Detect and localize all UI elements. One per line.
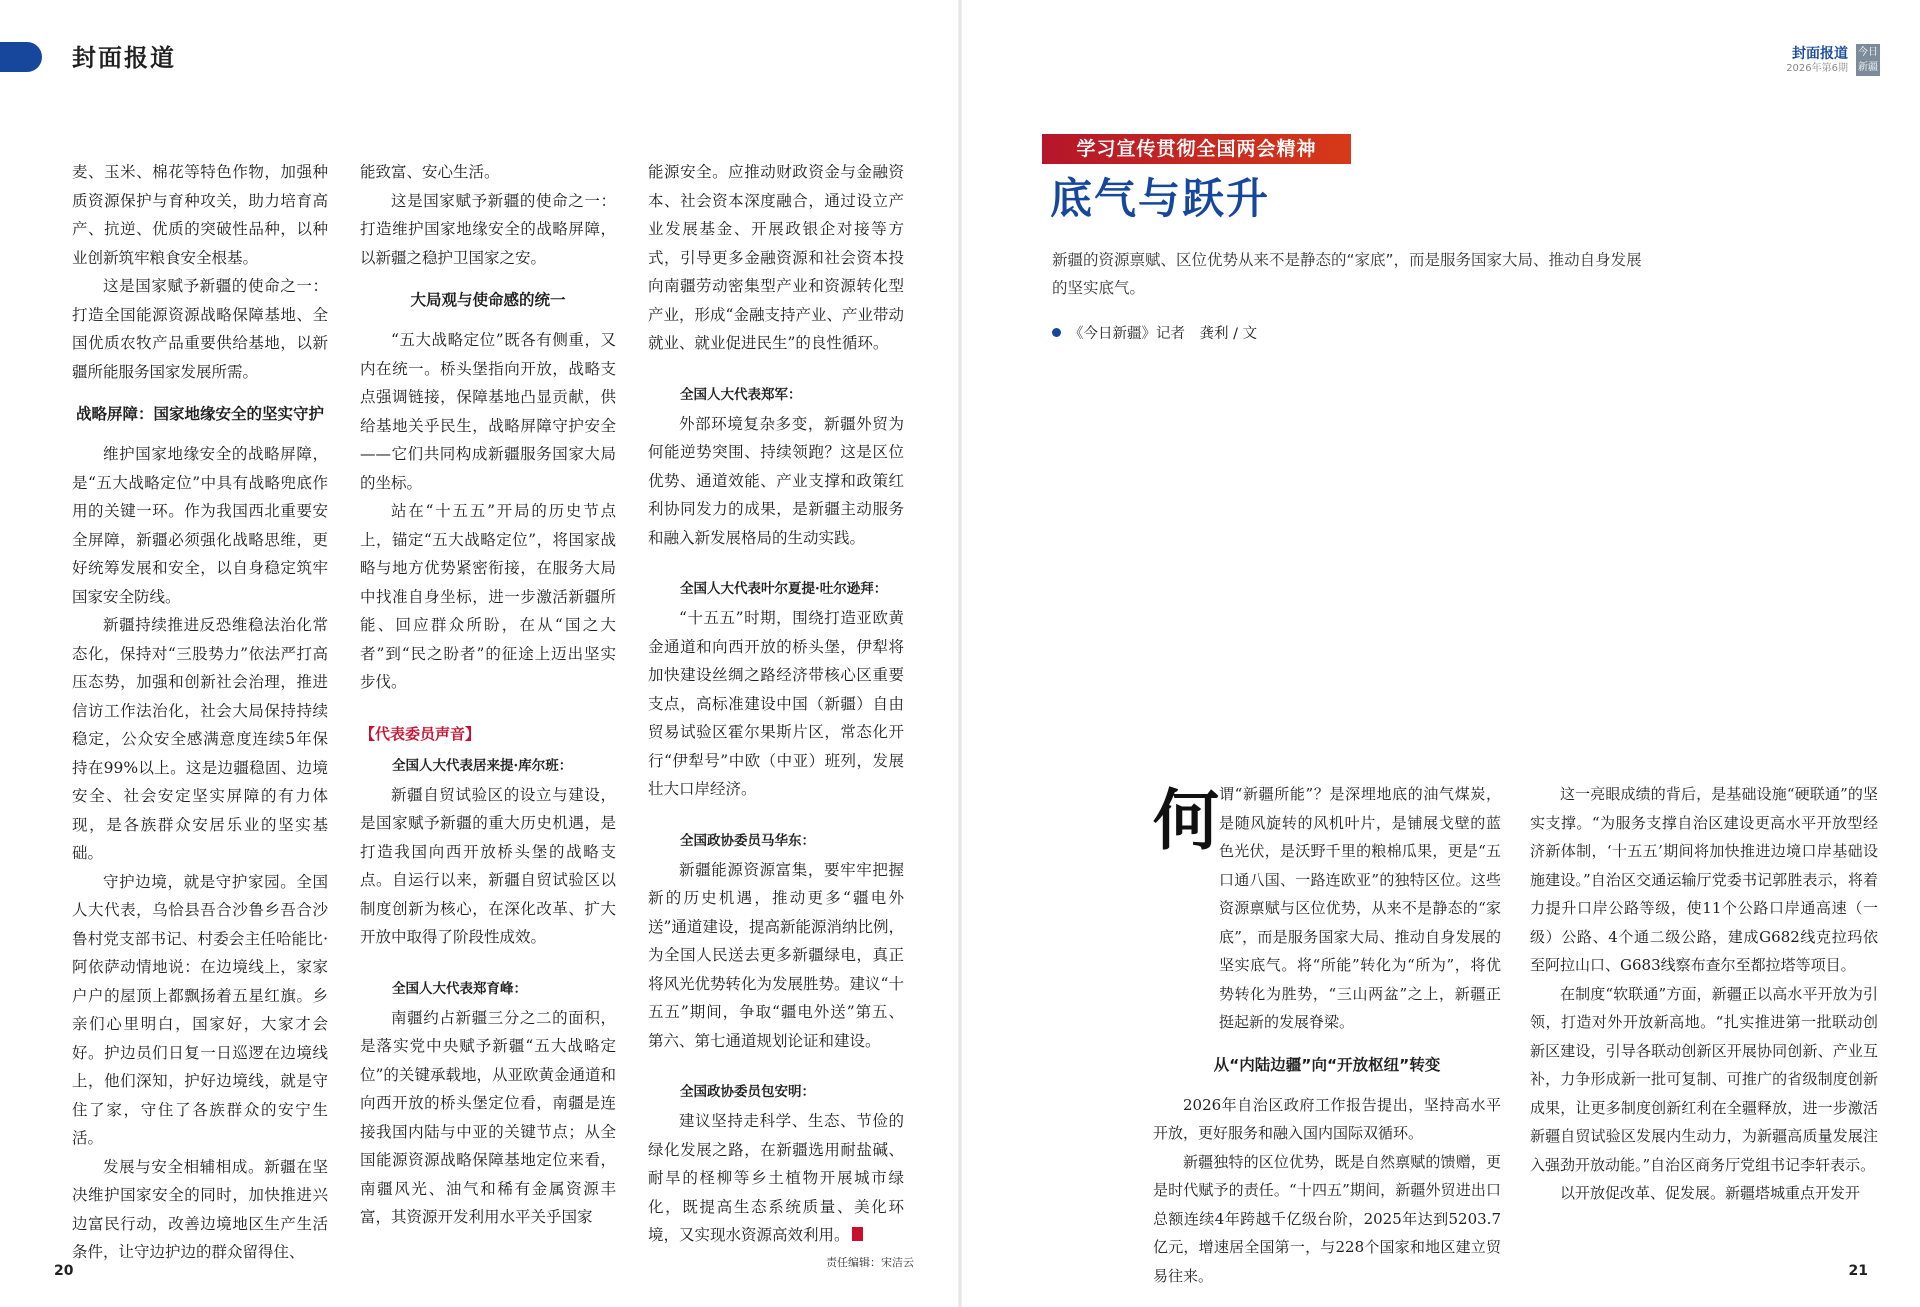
- paragraph: 这是国家赋予新疆的使命之一：打造维护国家地缘安全的战略屏障，以新疆之稳护卫国家之安。: [360, 191, 616, 267]
- magazine-logo: 今日新疆: [1856, 44, 1880, 76]
- paragraph: 新疆独特的区位优势，既是自然禀赋的馈赠，更是时代赋予的责任。“十四五”期间，新疆外贸进出口总额连续4年跨越千亿级台阶，2025年达到5203.7亿元，增速居全国第一，与228个国家和地区建立贸易往来。: [1153, 1152, 1501, 1285]
- article-title: 底气与跃升: [1050, 174, 1271, 223]
- speaker-quote: 南疆约占新疆三分之二的面积，是落实党中央赋予新疆“五大战略定位”的关键承载地，从亚欧黄金通道和向西开放的桥头堡定位看，南疆是连接我国内陆与中亚的关键节点；从全国能源资源战略保障基地定位来看，南疆风光、油气和稀有金属资源丰富，其资源开发利用水平关乎国家: [360, 1008, 616, 1226]
- paragraph: 站在“十五五”开局的历史节点上，锚定“五大战略定位”，将国家战略与地方优势紧密衔接，在服务大局中找准自身坐标，进一步激活新疆所能、回应群众所盼，在从“国之大者”到“民之盼者”的征途上迈出坚实步伐。: [360, 502, 616, 691]
- paragraph: 麦、玉米、棉花等特色作物，加强种质资源保护与育种攻关，助力培育高产、抗逆、优质的突破性品种，以种业创新筑牢粮食安全根基。: [72, 163, 328, 267]
- paragraph: 发展与安全相辅相成。新疆在坚决维护国家安全的同时，加快推进兴边富民行动，改善边境地区生产生活条件，让守边护边的群众留得住、: [72, 1157, 328, 1261]
- speaker-name: 全国人大代表郑军：: [680, 386, 802, 403]
- speaker-quote-text: 建议坚持走科学、生态、节俭的绿化发展之路，在新疆选用耐盐碱、耐旱的柽柳等乡土植物开展城市绿化，既提高生态系统质量、美化环境，又实现水资源高效利用。: [648, 1112, 904, 1244]
- column-banner: 学习宣传贯彻全国两会精神: [1042, 134, 1351, 164]
- paragraph: 能源安全。应推动财政资金与金融资本、社会资本深度融合，通过设立产业发展基金、开展政银企对接等方式，引导更多金融资源和社会资本投向南疆劳动密集型产业和资源转化型产业，形成“金融支持产业、产业带动就业、就业促进民生”的良性循环。: [648, 163, 904, 352]
- article-lead: 新疆的资源禀赋、区位优势从来不是静态的“家底”，而是服务国家大局、推动自身发展的坚实底气。: [1052, 251, 1642, 297]
- speaker-quote: 新疆自贸试验区的设立与建设，是国家赋予新疆的重大历史机遇，是打造我国向西开放桥头堡的战略支点。自运行以来，新疆自贸试验区以制度创新为核心，在深化改革、扩大开放中取得了阶段性成效。: [360, 785, 616, 946]
- paragraph: 在制度“软联通”方面，新疆正以高水平开放为引领，打造对外开放新高地。“扎实推进第一批联动创新区建设，引导各联动创新区开展协同创新、产业互补，力争形成新一批可复制、可推广的省级制度创新成果，让更多制度创新红利在全疆释放，进一步激活新疆自贸试验区发展内生动力，为新疆高质量发展注入强劲开放动能。”自治区商务厅党组书记李轩表示。: [1530, 984, 1878, 1174]
- speaker-quote: 新疆能源资源富集，要牢牢把握新的历史机遇，推动更多“疆电外送”通道建设，提高新能源消纳比例，为全国人民送去更多新疆绿电，真正将风光优势转化为发展胜势。建议“十五五”期间，争取“疆电外送”第五、第六、第七通道规划论证和建设。: [648, 860, 904, 1050]
- bullet-icon: [1052, 328, 1061, 337]
- paragraph: 以开放促改革、促发展。新疆塔城重点开发开: [1560, 1184, 1861, 1202]
- running-header-text: [1786, 46, 1848, 75]
- left-column-2: [360, 158, 616, 1232]
- paragraph: 这是国家赋予新疆的使命之一：打造全国能源资源战略保障基地、全国优质农牧产品重要供给基地，以新疆所能服务国家发展所需。: [72, 277, 328, 381]
- section-tab-marker: [0, 42, 42, 72]
- subheading: 大局观与使命感的统一: [410, 291, 566, 309]
- page-number-left: 20: [54, 1263, 74, 1279]
- page-fold: [958, 0, 962, 1307]
- paragraph: “五大战略定位”既各有侧重，又内在统一。桥头堡指向开放，战略支点强调链接，保障基地凸显贡献，供给基地关乎民生，战略屏障守护安全——它们共同构成新疆服务国家大局的坐标。: [360, 331, 616, 492]
- paragraph: 维护国家地缘安全的战略屏障，是“五大战略定位”中具有战略兜底作用的关键一环。作为我国西北重要安全屏障，新疆必须强化战略思维，更好统筹发展和安全，以自身稳定筑牢国家安全防线。: [72, 445, 328, 606]
- voices-heading: 【代表委员声音】: [360, 724, 481, 743]
- left-column-1: [72, 158, 328, 1267]
- speaker-quote: 外部环境复杂多变，新疆外贸为何能逆势突围、持续领跑？这是区位优势、通道效能、产业支撑和政策红利协同发力的成果，是新疆主动服务和融入新发展格局的生动实践。: [648, 414, 904, 547]
- editor-credit: 责任编辑：宋洁云: [826, 1256, 914, 1269]
- speaker-name: 全国人大代表郑育峰：: [392, 980, 527, 997]
- speaker-quote: “十五五”时期，围绕打造亚欧黄金通道和向西开放的桥头堡，伊犁将加快建设丝绸之路经济带核心区重要支点，高标准建设中国（新疆）自由贸易试验区霍尔果斯片区，常态化开行“伊犁号”中欧（中亚）班列，发展壮大口岸经济。: [648, 609, 904, 798]
- right-column-1: [1153, 780, 1501, 1290]
- running-header-title: 封面报道: [1792, 45, 1848, 62]
- speaker-name: 全国人大代表居来提·库尔班：: [392, 757, 573, 774]
- paragraph: 这一亮眼成绩的背后，是基础设施“硬联通”的坚实支撑。“为服务支撑自治区建设更高水平开放型经济新体制，‘十五五’期间将加快推进边境口岸基础设施建设。”自治区交通运输厅党委书记郭胜表示，将着力提升口岸公路等级，使11个公路口岸通高速（一级）公路、4个通二级公路，建成G682线克拉玛依至阿拉山口、G683线察布查尔至都拉塔等项目。: [1530, 785, 1878, 974]
- paragraph: 新疆持续推进反恐维稳法治化常态化，保持对“三股势力”依法严打高压态势，加强和创新社会治理，推进信访工作法治化，社会大局保持持续稳定，公众安全感满意度连续5年保持在99%以上。这是边疆稳固、边境安全、社会安定坚实屏障的有力体现，是各族群众安居乐业的坚实基础。: [72, 616, 328, 862]
- byline-text: 《今日新疆》记者 龚利 / 文: [1069, 326, 1258, 342]
- running-header-issue: 2026年第6期: [1786, 62, 1848, 74]
- byline: [1052, 322, 1257, 343]
- paragraph: 2026年自治区政府工作报告提出，坚持高水平开放，更好服务和融入国内国际双循环。: [1153, 1095, 1501, 1142]
- subheading: 战略屏障：国家地缘安全的坚实守护: [75, 405, 324, 423]
- subheading: 从“内陆边疆”向“开放枢纽”转变: [1213, 1055, 1441, 1074]
- paragraph: 谓“新疆所能”？是深埋地底的油气煤炭，是随风旋转的风机叶片，是铺展戈壁的蓝色光伏，是沃野千里的粮棉瓜果，更是“五口通八国、一路连欧亚”的独特区位。这些资源禀赋与区位优势，从来不是静态的“家底”，而是服务国家大局、推动自身发展的坚实底气。将“所能”转化为“所为”，将优势转化为胜势，“三山两盆”之上，新疆正挺起新的发展脊梁。: [1219, 785, 1501, 1031]
- speaker-quote: [648, 1107, 904, 1250]
- running-header: [1786, 40, 1880, 80]
- left-column-3: [648, 158, 904, 1250]
- page-number-right: 21: [1848, 1263, 1868, 1279]
- drop-cap: 何: [1153, 782, 1219, 859]
- paragraph: 能致富、安心生活。: [360, 163, 500, 181]
- paragraph: 守护边境，就是守护家园。全国人大代表，乌恰县吾合沙鲁乡吾合沙鲁村党支部书记、村委会主任哈能比·阿依萨动情地说：在边境线上，家家户户的屋顶上都飘扬着五星红旗。乡亲们心里明白，国家好，大家才会好。护边员们日复一日巡逻在边境线上，他们深知，护好边境线，就是守住了家，守住了各族群众的安宁生活。: [72, 872, 328, 1147]
- section-label: 封面报道: [72, 44, 176, 72]
- speaker-name: 全国政协委员包安明：: [680, 1084, 815, 1100]
- article-end-mark: [852, 1227, 863, 1241]
- speaker-name: 全国政协委员马华东：: [680, 832, 815, 849]
- speaker-name: 全国人大代表叶尔夏提·吐尔逊拜：: [680, 581, 888, 597]
- right-column-2: [1530, 780, 1878, 1208]
